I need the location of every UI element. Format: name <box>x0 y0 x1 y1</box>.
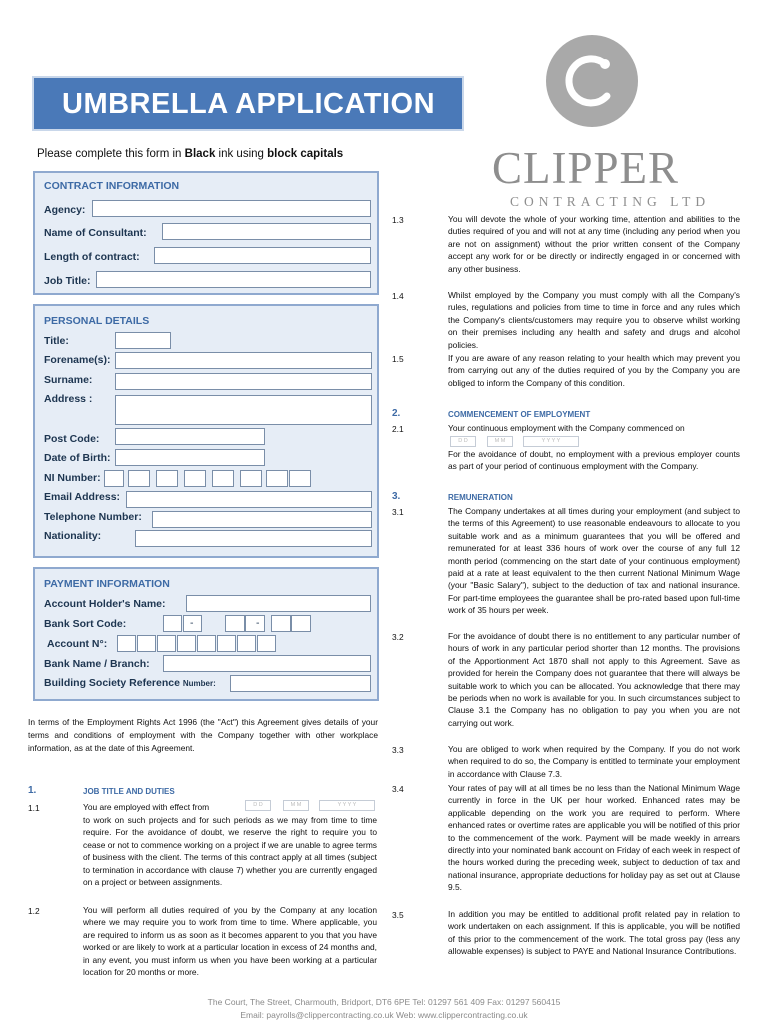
clause-number: 1.3 <box>392 215 404 225</box>
clause-3-5: In addition you may be entitled to additional profit related pay in relation to work undertaken on each assignment. If this is applicable, you will be notified of this prior to the commencement of the work. The total gross pay (less any allowable expenses) is subject to PAYE and National Insurance Contributions. <box>448 909 740 957</box>
date-box[interactable]: D D <box>450 436 476 447</box>
sort-label: Bank Sort Code: <box>44 618 127 630</box>
clause-1-1: to work on such projects and for such periods as we may from time to time require. For the avoidance of doubt, we reserve the right to require you to cease or not to commence working on a project if we are unable to agree terms of business with the client. The terms of this contract apply at all times (subject to termination in accordance with clause 7) whether you are currently engaged on a project or between assignments. <box>83 815 377 888</box>
dob-field[interactable] <box>115 449 265 466</box>
clause-number: 2.1 <box>392 424 404 434</box>
clause-1-1-start: You are employed with effect from <box>83 802 210 812</box>
footer-contact: Email: payrolls@clippercontracting.co.uk Web: www.clippercontracting.co.uk <box>240 1010 528 1020</box>
section-2-number: 2. <box>392 408 401 419</box>
title-field[interactable] <box>115 332 171 349</box>
account-box[interactable] <box>237 635 256 652</box>
account-box[interactable] <box>177 635 196 652</box>
clause-number: 3.3 <box>392 745 404 755</box>
clause-2-1: For the avoidance of doubt, no employment with a previous employer counts as part of your period of continuous employment with the Company. <box>448 449 740 472</box>
sort-box[interactable] <box>245 615 265 632</box>
consultant-label: Name of Consultant: <box>44 227 147 239</box>
logo-subtitle: CONTRACTING LTD <box>510 194 711 209</box>
clause-number: 3.4 <box>392 784 404 794</box>
instruction-text-2: ink using <box>215 148 268 160</box>
section-1-number: 1. <box>28 785 37 796</box>
nationality-field[interactable] <box>135 530 372 547</box>
clause-number: 3.2 <box>392 632 404 642</box>
agency-label: Agency: <box>44 204 86 216</box>
account-box[interactable] <box>217 635 236 652</box>
dob-label: Date of Birth: <box>44 452 111 464</box>
section-3-number: 3. <box>392 491 401 502</box>
section-3-title: REMUNERATION <box>448 493 513 502</box>
instruction-text: Please complete this form in <box>37 148 185 160</box>
account-box[interactable] <box>117 635 136 652</box>
instruction-block-capitals: block capitals <box>267 148 344 160</box>
clause-3-3: You are obliged to work when required by the Company. If you do not work when required to do so, the Company is entitled to terminate your employment in accordance with Clause 7.3. <box>448 744 740 779</box>
personal-details-panel <box>33 304 379 558</box>
nationality-label: Nationality: <box>44 530 102 542</box>
contract-heading: CONTRACT INFORMATION <box>44 180 180 192</box>
date-box[interactable]: Y Y Y Y <box>319 800 375 811</box>
phone-label: Telephone Number: <box>44 511 142 523</box>
holder-label: Account Holder's Name: <box>44 598 166 610</box>
clause-1-2: You will perform all duties required of you by the Company at any location where we may require you to work from time to time. Where applicable, you are required to inform us as soon as it becomes apparent to you that you have worked or are likely to work at a particular location in excess of 24 months and, in any event, you must inform us when you have been working at a particular location for 20 months or more. <box>83 905 377 978</box>
bsr-label-small: Number: <box>182 679 216 688</box>
instructions <box>37 148 343 160</box>
ni-box[interactable] <box>212 470 234 487</box>
bsr-field[interactable] <box>230 675 371 692</box>
postcode-label: Post Code: <box>44 433 100 445</box>
clause-3-1: The Company undertakes at all times during your employment (and subject to the terms of this Agreement) to use reasonable endeavours to allocate to you suitable work and as a minimum guarantees that you will be offered and remunerated for at least 336 hours of work over the course of any full 12 month period (commencing on the start date of your continuous employment) paid at a rate at least equivalent to the then current National Minimum Wage (your "Basic Salary"), subject to the deduction of tax and national insurance. For part-time employees the guarantee shall be pro-rated based upon full-time work of 35 hours per week. <box>448 506 740 616</box>
bsr-label <box>44 677 216 689</box>
footer-address: The Court, The Street, Charmouth, Bridport, DT6 6PE Tel: 01297 561 409 Fax: 01297 560415 <box>207 997 561 1007</box>
clause-1-3: You will devote the whole of your working time, attention and abilities to the duties required of you and will not at any time (including any period when you are not on assignment) without the prior written consent of the Company accept any work for or be directly or indirectly engaged in or concerned with any other business. <box>448 214 740 274</box>
section-2-title: COMMENCEMENT OF EMPLOYMENT <box>448 410 591 419</box>
date-box[interactable]: M M <box>283 800 309 811</box>
length-label: Length of contract: <box>44 251 140 263</box>
sort-box[interactable] <box>163 615 182 632</box>
ni-box[interactable] <box>128 470 150 487</box>
ni-box[interactable] <box>184 470 206 487</box>
address-label: Address : <box>44 393 93 405</box>
account-box[interactable] <box>157 635 176 652</box>
job-title-field[interactable] <box>96 271 371 288</box>
clause-number: 1.2 <box>28 906 40 916</box>
clipper-logo-icon <box>545 34 639 128</box>
clause-number: 1.1 <box>28 803 40 813</box>
sort-box[interactable] <box>225 615 245 632</box>
email-field[interactable] <box>126 491 372 508</box>
clause-number: 3.5 <box>392 910 404 920</box>
logo-name: CLIPPER <box>492 143 680 193</box>
clause-2-1-start: Your continuous employment with the Company commenced on <box>448 423 685 433</box>
account-box[interactable] <box>137 635 156 652</box>
email-label: Email Address: <box>44 491 121 503</box>
sort-dash: - <box>256 617 260 629</box>
length-field[interactable] <box>154 247 371 264</box>
account-label: Account N°: <box>47 638 108 650</box>
sort-box[interactable] <box>291 615 311 632</box>
phone-field[interactable] <box>152 511 372 528</box>
holder-field[interactable] <box>186 595 371 612</box>
clause-1-4: Whilst employed by the Company you must comply with all the Company's rules, regulations and policies from time to time in force and any rules which the Company's clients/customers may require you to observe whilst working on their premises including any health and safety and drugs and alcohol policies. <box>448 290 740 350</box>
section-1-title: JOB TITLE AND DUTIES <box>83 787 175 796</box>
account-box[interactable] <box>257 635 276 652</box>
title-label: Title: <box>44 335 69 347</box>
bank-field[interactable] <box>163 655 371 672</box>
account-box[interactable] <box>197 635 216 652</box>
title-banner <box>32 76 464 131</box>
ni-box[interactable] <box>156 470 178 487</box>
sort-box[interactable] <box>271 615 291 632</box>
personal-heading: PERSONAL DETAILS <box>44 315 150 327</box>
date-box[interactable]: Y Y Y Y <box>523 436 579 447</box>
agency-field[interactable] <box>92 200 371 217</box>
intro-paragraph: In terms of the Employment Rights Act 1996 (the "Act") this Agreement gives details of your terms and conditions of employment with the Company together with other workplace information, as at the date of this Agreement. <box>28 717 378 753</box>
clause-3-2: For the avoidance of doubt there is no entitlement to any particular number of hours of work in any particular period shorter than 12 months. The provisions of the Apportionment Act 1870 shall not apply to this Agreement. Save as provided for herein the Company does not guarantee that there will always be suitable work to which you can be allocated. You acknowledge that there may be periods when no work is available for you. In such circumstances subject to Clause 3.1 the Company has no obligation to pay you when you are not carrying out work. <box>448 631 740 728</box>
clause-1-5: If you are aware of any reason relating to your health which may prevent you from carrying out any of the duties required of you by the Company you are obliged to inform the Company of this condition. <box>448 353 740 388</box>
surname-field[interactable] <box>115 373 372 390</box>
bank-label: Bank Name / Branch: <box>44 658 150 670</box>
clause-number: 3.1 <box>392 507 404 517</box>
clause-number: 1.4 <box>392 291 404 301</box>
payment-information-panel <box>33 567 379 701</box>
page-title: UMBRELLA APPLICATION <box>62 88 436 120</box>
instruction-black: Black <box>184 148 216 160</box>
consultant-field[interactable] <box>162 223 371 240</box>
bsr-label-text: Building Society Reference <box>44 677 180 689</box>
clause-3-4: Your rates of pay will at all times be no less than the National Minimum Wage currently in force in the UK per hour worked. Enhanced rates may be applicable depending on the work you are required to perform. Where enhanced rates or overtime rates are applicable you will be notified of this prior to the commencement of the work. Payment will be made weekly in arrears directly into your nominated bank account on Friday of each week in respect of the hours worked during the preceding week, subject to deduction of tax and national insurance, appropriate deductions for holiday pay as set out at Clause 9.5. <box>448 783 740 893</box>
surname-label: Surname: <box>44 374 93 386</box>
ni-box[interactable] <box>289 470 311 487</box>
job-title-label: Job Title: <box>44 275 91 287</box>
address-field[interactable] <box>115 395 372 425</box>
ni-box[interactable] <box>104 470 124 487</box>
payment-heading: PAYMENT INFORMATION <box>44 578 170 590</box>
date-box[interactable]: D D <box>245 800 271 811</box>
forenames-label: Forename(s): <box>44 354 111 366</box>
clause-number: 1.5 <box>392 354 404 364</box>
ni-label: NI Number: <box>44 472 101 484</box>
ni-box[interactable] <box>240 470 262 487</box>
postcode-field[interactable] <box>115 428 265 445</box>
date-box[interactable]: M M <box>487 436 513 447</box>
sort-dash: - <box>190 617 194 629</box>
forenames-field[interactable] <box>115 352 372 369</box>
ni-box[interactable] <box>266 470 288 487</box>
contract-information-panel <box>33 171 379 295</box>
